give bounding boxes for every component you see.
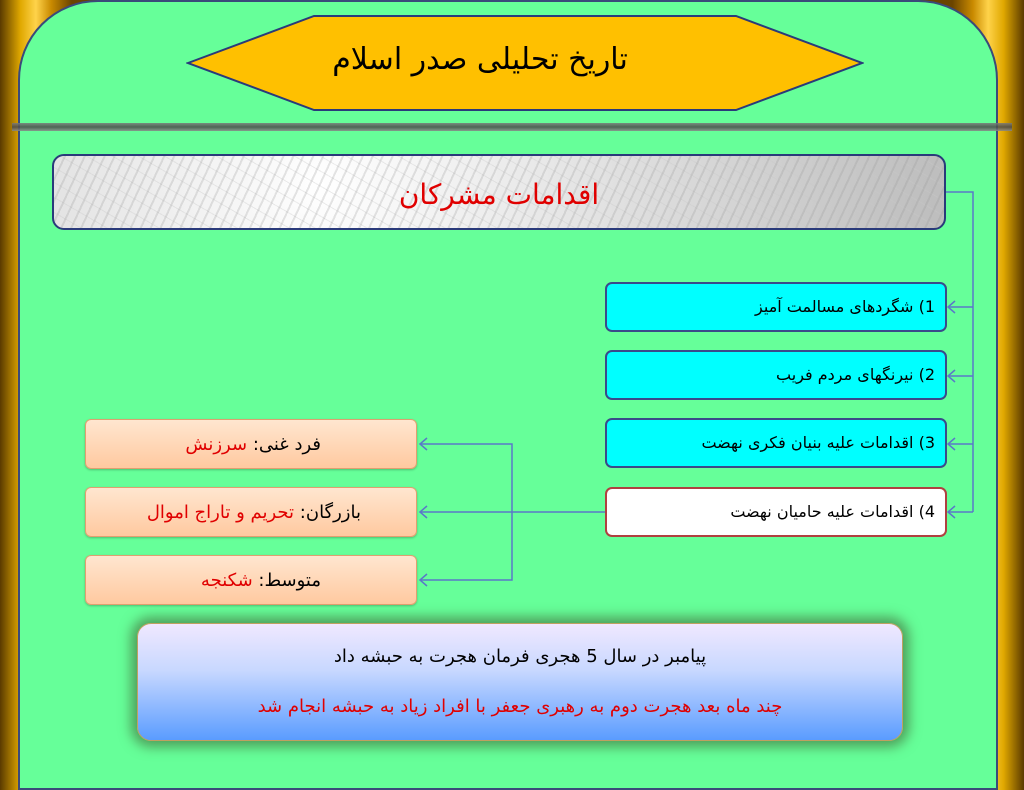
- sub-item-action: شکنجه: [200, 570, 253, 591]
- note-line-2: چند ماه بعد هجرت دوم به رهبری جعفر با افراد زیاد به حبشه انجام شد: [257, 696, 783, 717]
- note-line-1: پیامبر در سال 5 هجری فرمان هجرت به حبشه داد: [333, 646, 707, 667]
- sub-item-rich: [85, 419, 417, 469]
- sub-item-merchant: [85, 487, 417, 537]
- item-number: 3): [918, 433, 935, 452]
- list-item-4: [605, 487, 947, 537]
- list-item-2: [605, 350, 947, 400]
- list-item-1: [605, 282, 947, 332]
- heading-text: اقدامات مشرکان: [398, 178, 600, 211]
- sub-item-group: متوسط:: [258, 570, 321, 591]
- item-number: 4): [918, 502, 935, 521]
- sub-item-group: فرد غنی:: [252, 434, 321, 455]
- item-label: اقدامات علیه بنیان فکری نهضت: [701, 433, 914, 452]
- item-label: شگردهای مسالمت آمیز: [755, 297, 914, 316]
- sub-item-middle: [85, 555, 417, 605]
- sub-item-action: سرزنش: [185, 434, 248, 455]
- note-box: [137, 623, 903, 741]
- item-number: 1): [918, 297, 935, 316]
- item-label: نیرنگهای مردم فریب: [776, 365, 914, 384]
- item-label: اقدامات علیه حامیان نهضت: [730, 502, 914, 521]
- page-title: تاریخ تحلیلی صدر اسلام: [332, 42, 628, 77]
- list-item-3: [605, 418, 947, 468]
- item-number: 2): [918, 365, 935, 384]
- sub-item-action: تحریم و تاراج اموال: [146, 502, 295, 523]
- sub-item-group: بازرگان:: [299, 502, 361, 523]
